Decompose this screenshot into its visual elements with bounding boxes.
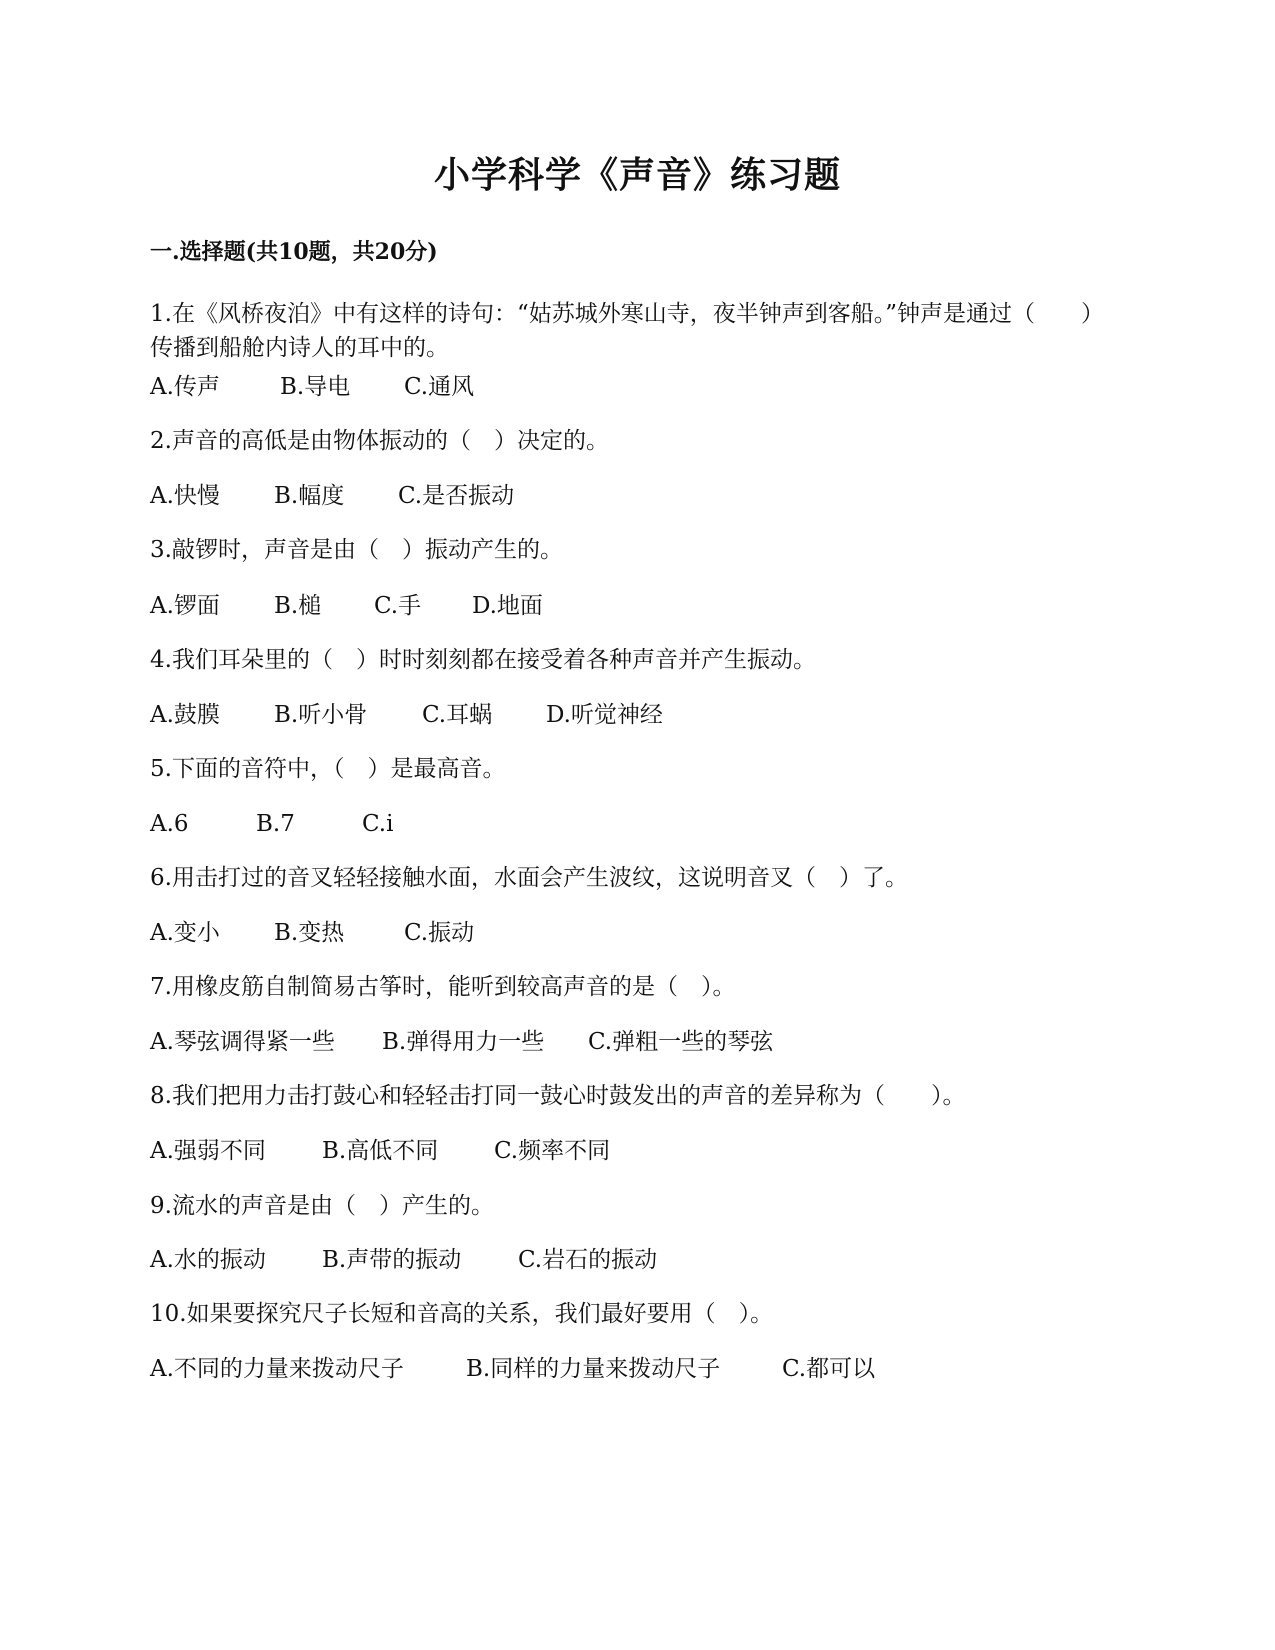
option-2a: A.快慢 xyxy=(150,483,220,509)
question-3: 3.敲锣时，声音是由（ ）振动产生的。 xyxy=(150,537,563,563)
option-3b: B.槌 xyxy=(274,593,322,619)
options-7 xyxy=(150,1026,773,1058)
options-3 xyxy=(150,590,543,622)
question-1: 1.在《风桥夜泊》中有这样的诗句：“姑苏城外寒山寺，夜半钟声到客船。”钟声是通过（ ）传播到船舱内诗人的耳中的。 xyxy=(150,301,1104,361)
question-4: 4.我们耳朵里的（ ）时时刻刻都在接受着各种声音并产生振动。 xyxy=(150,647,816,673)
question-7: 7.用橡皮筋自制简易古筝时，能听到较高声音的是（ ）。 xyxy=(150,974,736,1000)
options-2 xyxy=(150,480,514,512)
question-8: 8.我们把用力击打鼓心和轻轻击打同一鼓心时鼓发出的声音的差异称为（ ）。 xyxy=(150,1083,966,1109)
option-9b: B.声带的振动 xyxy=(322,1247,462,1273)
option-8c: C.频率不同 xyxy=(494,1138,611,1164)
option-4c: C.耳蜗 xyxy=(422,702,493,728)
option-10a: A.不同的力量来拨动尺子 xyxy=(150,1356,404,1382)
option-10b: B.同样的力量来拨动尺子 xyxy=(466,1356,721,1382)
option-9a: A.水的振动 xyxy=(150,1247,266,1273)
question-2: 2.声音的高低是由物体振动的（ ）决定的。 xyxy=(150,428,609,454)
page-title: 小学科学《声音》练习题 xyxy=(433,154,841,196)
option-5b: B.7 xyxy=(256,811,295,837)
options-5 xyxy=(150,808,393,840)
option-7b: B.弹得用力一些 xyxy=(382,1029,545,1055)
options-4 xyxy=(150,699,663,731)
option-5c: C.i xyxy=(362,811,394,837)
option-6c: C.振动 xyxy=(404,920,475,946)
option-3a: A.锣面 xyxy=(150,593,220,619)
options-8 xyxy=(150,1135,610,1167)
question-5: 5.下面的音符中，（ ）是最高音。 xyxy=(150,756,506,782)
question-10: 10.如果要探究尺子长短和音高的关系，我们最好要用（ ）。 xyxy=(150,1301,774,1327)
option-9c: C.岩石的振动 xyxy=(518,1247,658,1273)
option-3d: D.地面 xyxy=(472,593,543,619)
options-1 xyxy=(150,371,474,403)
option-5a: A.6 xyxy=(150,811,189,837)
option-4b: B.听小骨 xyxy=(274,702,368,728)
option-6a: A.变小 xyxy=(150,920,220,946)
option-8a: A.强弱不同 xyxy=(150,1138,266,1164)
options-6 xyxy=(150,917,474,949)
option-10c: C.都可以 xyxy=(782,1356,876,1382)
option-1a: A.传声 xyxy=(150,374,220,400)
section-heading: 一.选择题(共10题，共20分) xyxy=(150,239,438,265)
option-2c: C.是否振动 xyxy=(398,483,515,509)
option-3c: C.手 xyxy=(374,593,422,619)
option-1b: B.导电 xyxy=(280,374,351,400)
option-4a: A.鼓膜 xyxy=(150,702,220,728)
option-8b: B.高低不同 xyxy=(322,1138,439,1164)
question-9: 9.流水的声音是由（ ）产生的。 xyxy=(150,1193,494,1219)
option-6b: B.变热 xyxy=(274,920,345,946)
options-9 xyxy=(150,1244,657,1276)
options-10 xyxy=(150,1353,875,1385)
option-2b: B.幅度 xyxy=(274,483,345,509)
option-7a: A.琴弦调得紧一些 xyxy=(150,1029,335,1055)
option-4d: D.听觉神经 xyxy=(546,702,663,728)
option-7c: C.弹粗一些的琴弦 xyxy=(588,1029,774,1055)
question-6: 6.用击打过的音叉轻轻接触水面，水面会产生波纹，这说明音叉（ ）了。 xyxy=(150,865,908,891)
option-1c: C.通风 xyxy=(404,374,475,400)
